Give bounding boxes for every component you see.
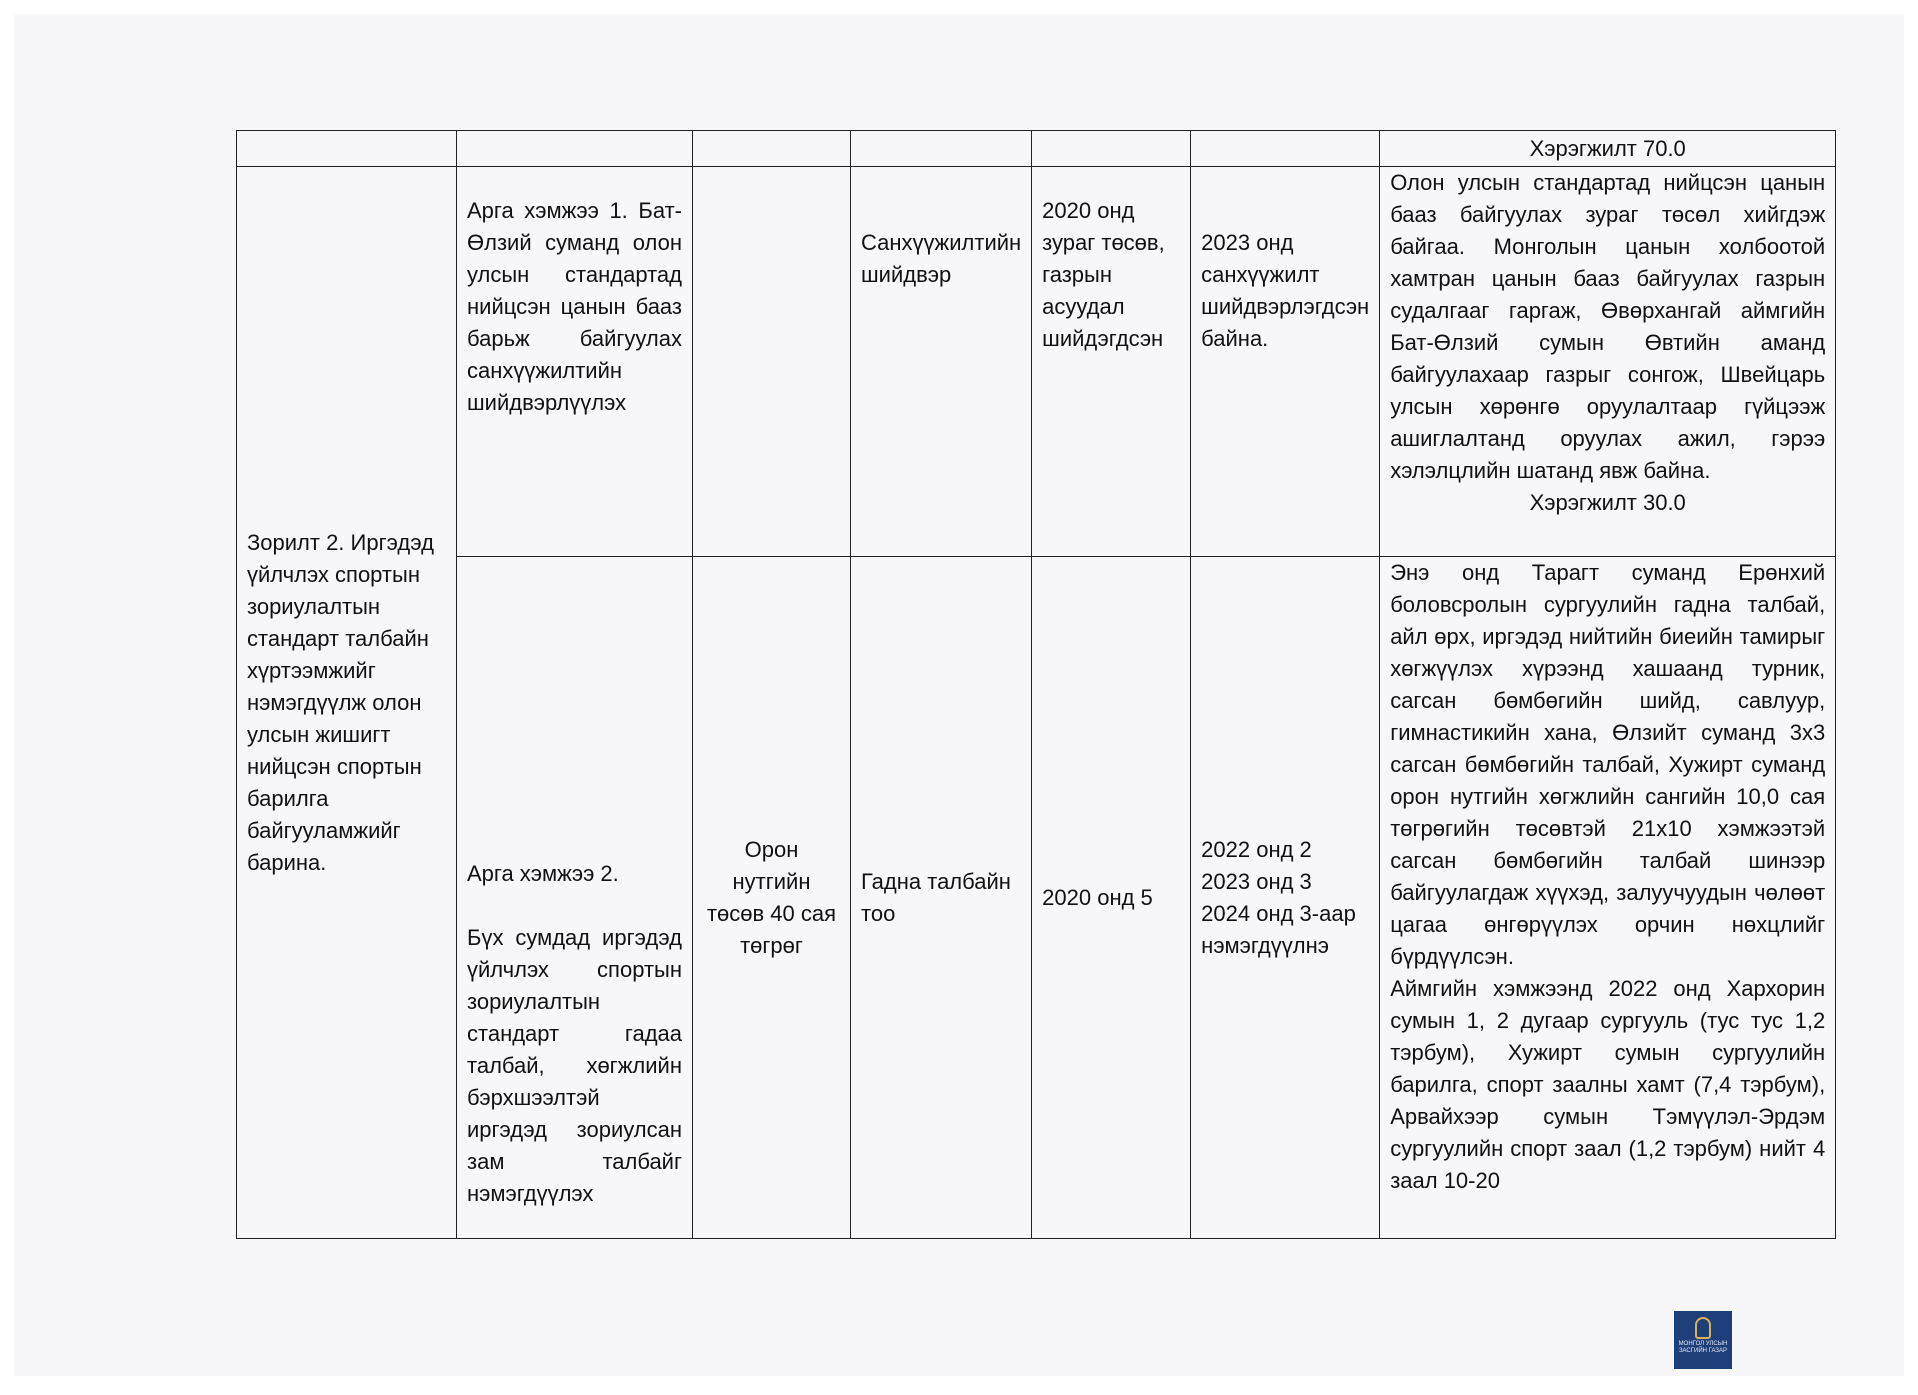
activity-title: Арга хэмжээ 2.	[467, 861, 619, 886]
progress-text: Энэ онд Тарагт суманд Ерөнхий боловсролын сургуулийн гадна талбай, айл өрх, иргэдэд нийтийн биеийн тамирыг хөгжүүлэх хүрээнд хашаанд турник, сагсан бөмбөгийн шийд, савлуур, гимнастикийн хана, Өлзийт суманд 3х3 сагсан бөмбөгийн талбай, Хужирт суманд орон нутгийн хөгжлийн сангийн 10,0 сая төгрөгийн төсөвтэй 21х10 хэмжээтэй сагсан бөмбөгийн талбай шинээр байгуулагдаж хүүхэд, залуучуудын чөлөөт цагаа өнгөрүүлэх орчин нөхцлийг бүрдүүлсэн.	[1390, 560, 1826, 969]
goal-cell: Зорилт 2. Иргэдэд үйлчлэх спортын зориулалтын стандарт талбайн хүртээмжийг нэмэгдүүлж олон улсын жишигт нийцсэн спортын барилга байгууламжийг барина.	[237, 167, 457, 1239]
activity-cell: Арга хэмжээ 1. Бат-Өлзий суманд олон улсын стандартад нийцсэн цанын бааз барьж байгуулах санхүүжилтийн шийдвэрлүүлэх	[457, 167, 693, 557]
target-line: 2023 онд 3	[1201, 868, 1312, 894]
indicator-cell: Гадна талбайн тоо	[851, 557, 1032, 1239]
soyombo-icon	[1695, 1317, 1711, 1339]
activity-body: Бүх сумдад иргэдэд үйлчлэх спортын зориулалтын стандарт гадаа талбай, хөгжлийн бэрхшээлтэй иргэдэд зориулсан зам талбайг нэмэгдүүлэх	[467, 925, 682, 1206]
table-row	[237, 557, 1836, 1239]
table-row	[237, 167, 1836, 557]
table-cell	[237, 131, 457, 167]
table-cell	[1191, 131, 1380, 167]
budget-cell: Орон нутгийн төсөв 40 сая төгрөг	[693, 557, 851, 1239]
action-plan-table	[236, 130, 1836, 1239]
baseline-cell: 2020 онд зураг төсөв, газрын асуудал шийдэгдсэн	[1032, 167, 1191, 557]
progress-cell	[1380, 557, 1836, 1239]
baseline-cell: 2020 онд 5	[1032, 557, 1191, 1239]
government-logo	[1674, 1311, 1732, 1369]
progress-text: Аймгийн хэмжээнд 2022 онд Хархорин сумын 1, 2 дугаар сургууль (тус тус 1,2 тэрбум), Хужирт сумын сургуулийн барилга, спорт заалны хамт (7,4 тэрбум), Арвайхээр сумын Тэмүүлэл-Эрдэм сургуулийн спорт заал (1,2 тэрбум) нийт 4 заал 10-20	[1390, 976, 1826, 1193]
progress-text: Олон улсын стандартад нийцсэн цанын бааз байгуулах зураг төсөл хийгдэж байгаа. Монголын цанын холбоотой хамтран цанын бааз байгуулах газрын судалгааг гаргаж, Өвөрхангай аймгийн Бат-Өлзий сумын Өвтийн аманд байгуулахаар газрыг сонгож, Швейцарь улсын хөрөнгө оруулалтаар гүйцээж ашиглалтанд оруулах ажил, гэрээ хэлэлцлийн шатанд явж байна.	[1390, 170, 1826, 483]
indicator-cell: Санхүүжилтийн шийдвэр	[851, 167, 1032, 557]
table-row	[237, 131, 1836, 167]
activity-cell	[457, 557, 693, 1239]
table-cell	[1032, 131, 1191, 167]
result-text: Хэрэгжилт 30.0	[1529, 490, 1686, 515]
progress-cell	[1380, 167, 1836, 557]
table-cell	[851, 131, 1032, 167]
target-line: 2022 онд 2	[1201, 836, 1312, 862]
target-cell	[1191, 557, 1380, 1239]
budget-cell	[693, 167, 851, 557]
table-cell	[457, 131, 693, 167]
target-cell: 2023 онд санхүүжилт шийдвэрлэгдсэн байна.	[1191, 167, 1380, 557]
result-cell: Хэрэгжилт 70.0	[1380, 131, 1836, 167]
logo-text: МОНГОЛ УЛСЫН ЗАСГИЙН ГАЗАР	[1678, 1341, 1728, 1354]
target-line: 2024 онд 3-аар нэмэгдүүлнэ	[1201, 900, 1356, 958]
table-cell	[693, 131, 851, 167]
